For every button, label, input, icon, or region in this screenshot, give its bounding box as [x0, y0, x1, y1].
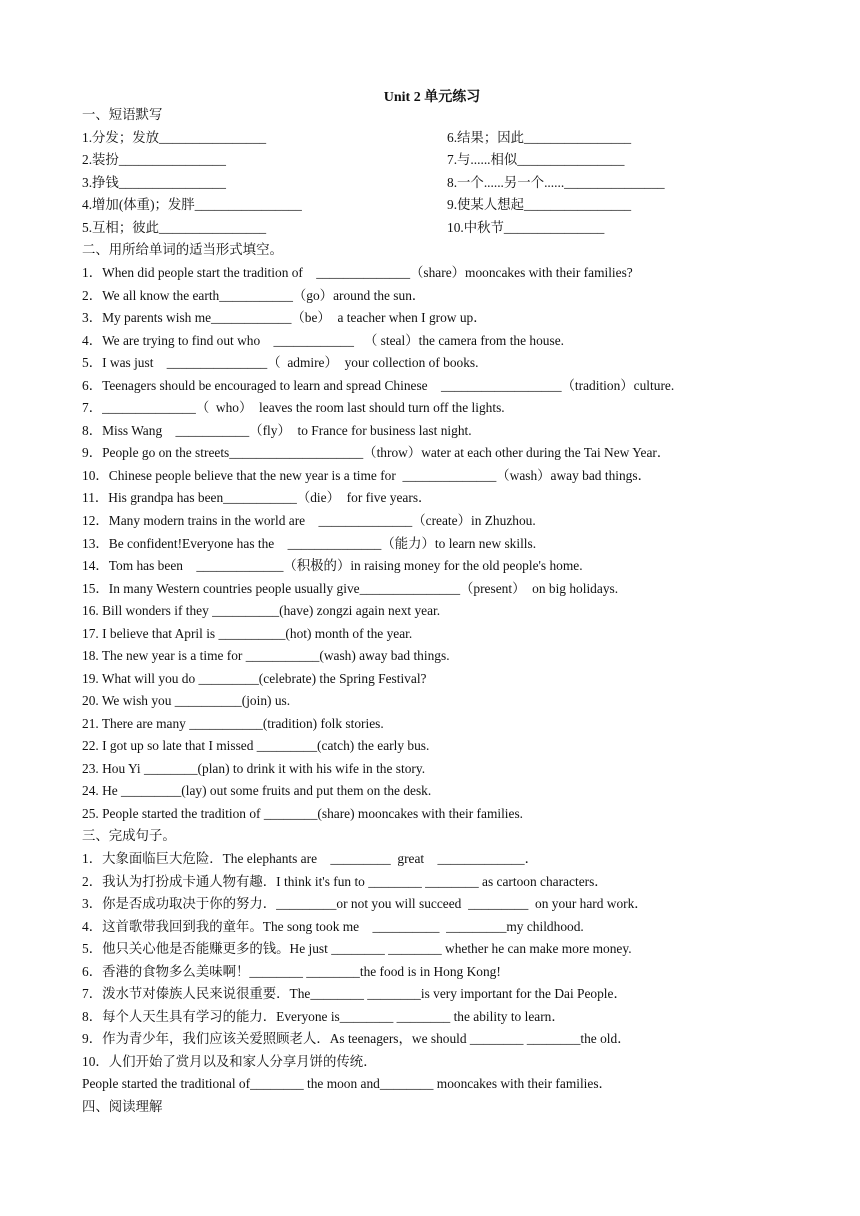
section-2-heading: 二、用所给单词的适当形式填空。 — [82, 242, 283, 257]
sentence-item: 6．香港的食物多么美味啊！________ ________the food is in Hong Kong! — [82, 964, 501, 979]
fill-blank-item: 23. Hou Yi ________(plan) to drink it with his wife in the story. — [82, 761, 426, 776]
fill-blank-item: 10．Chinese people believe that the new year is a time for ______________（wash）away bad things． — [82, 468, 651, 483]
section-1-heading: 一、短语默写 — [82, 107, 163, 122]
fill-blank-item: 4．We are trying to find out who ____________ （ steal）the camera from the house. — [82, 333, 564, 348]
section-4-heading: 四、阅读理解 — [82, 1099, 163, 1114]
phrase-item: 8.一个......另一个......_______________ — [447, 175, 665, 190]
fill-blank-item: 7．______________（ who） leaves the room last should turn off the lights. — [82, 400, 505, 415]
fill-blank-item: 20. We wish you __________(join) us. — [82, 693, 291, 708]
fill-blank-item: 15．In many Western countries people usually give_______________（present） on big holidays. — [82, 581, 619, 596]
fill-blank-item: 21. There are many ___________(tradition) folk stories. — [82, 716, 384, 731]
fill-blank-item: 6．Teenagers should be encouraged to learn and spread Chinese __________________（tradition）culture. — [82, 378, 675, 393]
fill-blank-item: 22. I got up so late that I missed _________(catch) the early bus. — [82, 738, 430, 753]
fill-blank-item: 13．Be confident!Everyone has the ______________（能力）to learn new skills. — [82, 536, 537, 551]
sentence-item: 4．这首歌带我回到我的童年。The song took me __________ _________my childhood. — [82, 919, 584, 934]
sentence-item: 1．大象面临巨大危险．The elephants are _________ great _____________． — [82, 851, 538, 866]
fill-blank-item: 12．Many modern trains in the world are ______________（create）in Zhuzhou. — [82, 513, 536, 528]
phrase-item: 10.中秋节_______________ — [447, 220, 605, 235]
fill-blank-item: 16. Bill wonders if they __________(have) zongzi again next year. — [82, 603, 441, 618]
fill-blank-item: 25. People started the tradition of ________(share) mooncakes with their families. — [82, 806, 524, 821]
phrase-item: 7.与......相似________________ — [447, 152, 625, 167]
fill-blank-item: 24. He _________(lay) out some fruits and put them on the desk. — [82, 783, 432, 798]
fill-blank-item: 8．Miss Wang ___________（fly） to France for business last night. — [82, 423, 472, 438]
fill-blank-item: 17. I believe that April is __________(hot) month of the year. — [82, 626, 413, 641]
sentence-item: 2．我认为打扮成卡通人物有趣．I think it's fun to ________ ________ as cartoon characters． — [82, 874, 608, 889]
phrase-item: 4.增加(体重)；发胖________________ — [82, 197, 302, 212]
phrase-item: 9.使某人想起________________ — [447, 197, 632, 212]
fill-blank-item: 3．My parents wish me____________（be） a teacher when I grow up． — [82, 310, 487, 325]
sentence-item: 5．他只关心他是否能赚更多的钱。He just ________ ________ whether he can make more money. — [82, 941, 632, 956]
phrase-item: 6.结果；因此________________ — [447, 130, 632, 145]
phrase-item: 5.互相；彼此________________ — [82, 220, 267, 235]
fill-blank-item: 9．People go on the streets____________________（throw）water at each other during the Tai New Year． — [82, 445, 671, 460]
fill-blank-item: 11．His grandpa has been___________（die） for five years． — [82, 490, 432, 505]
sentence-item: 9．作为青少年，我们应该关爱照顾老人．As teenagers，we should ________ ________the old． — [82, 1031, 631, 1046]
phrase-item: 1.分发；发放________________ — [82, 130, 267, 145]
fill-blank-item: 2．We all know the earth___________（go）around the sun． — [82, 288, 426, 303]
sentence-item: 10．人们开始了赏月以及和家人分享月饼的传统． — [82, 1054, 377, 1069]
phrase-item: 3.挣钱________________ — [82, 175, 226, 190]
fill-blank-item: 14．Tom has been _____________（积极的）in raising money for the old people's home. — [82, 558, 583, 573]
sentence-item: 3．你是否成功取决于你的努力．_________or not you will succeed _________ on your hard work． — [82, 896, 648, 911]
sentence-item: People started the traditional of________ the moon and________ mooncakes with their families． — [82, 1076, 612, 1091]
phrase-item: 2.装扮________________ — [82, 152, 226, 167]
sentence-item: 7．泼水节对傣族人民来说很重要．The________ ________is very important for the Dai People． — [82, 986, 627, 1001]
section-3-heading: 三、完成句子。 — [82, 828, 176, 843]
fill-blank-item: 5．I was just _______________（ admire） your collection of books. — [82, 355, 479, 370]
sentence-item: 8．每个人天生具有学习的能力．Everyone is________ ________ the ability to learn． — [82, 1009, 565, 1024]
page-title: Unit 2 单元练习 — [383, 90, 481, 105]
fill-blank-item: 19. What will you do _________(celebrate) the Spring Festival? — [82, 671, 427, 686]
fill-blank-item: 1．When did people start the tradition of ______________（share）mooncakes with their families? — [82, 265, 633, 280]
fill-blank-item: 18. The new year is a time for ___________(wash) away bad things. — [82, 648, 450, 663]
